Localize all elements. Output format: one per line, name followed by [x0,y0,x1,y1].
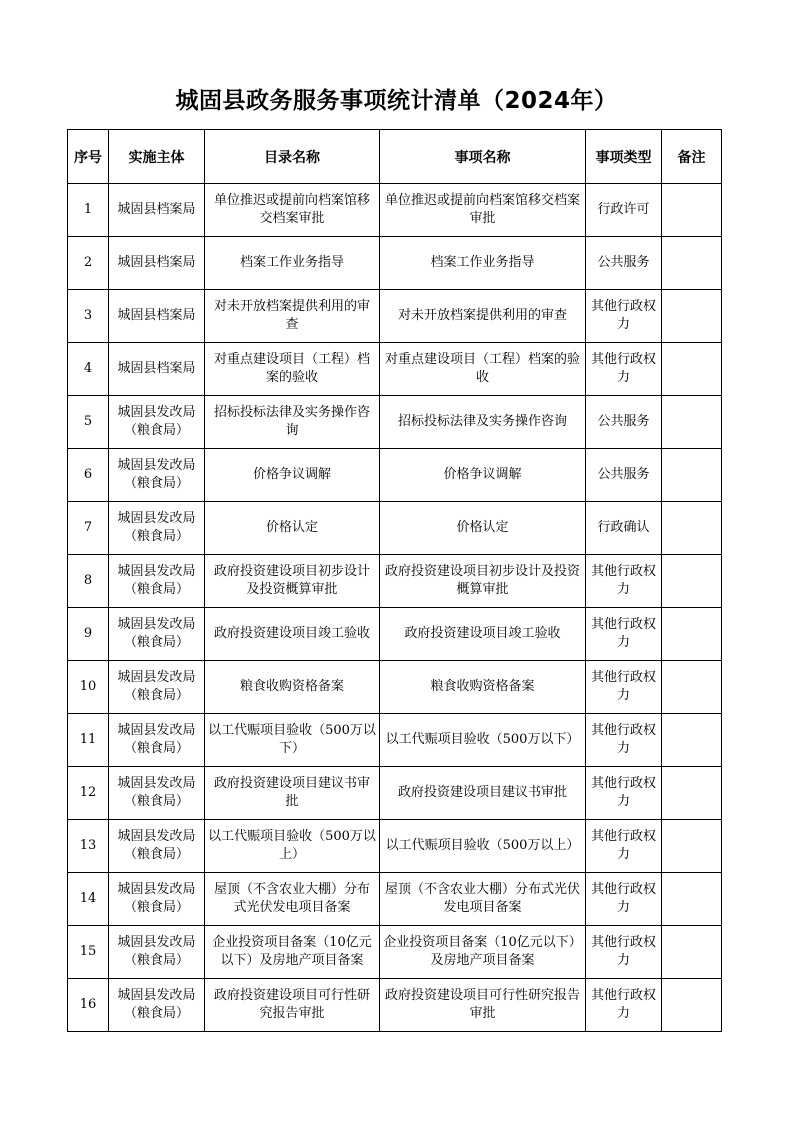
cell-seq: 5 [68,396,109,449]
cell-item-name: 以工代赈项目验收（500万以下） [380,714,586,767]
cell-catalog-name: 单位推迟或提前向档案馆移交档案审批 [205,184,380,237]
cell-remark [662,555,722,608]
cell-agency: 城固县发改局（粮食局） [109,926,205,979]
cell-item-type: 公共服务 [586,237,662,290]
cell-seq: 2 [68,237,109,290]
cell-remark [662,661,722,714]
cell-item-type: 公共服务 [586,449,662,502]
table-row [68,502,722,555]
cell-seq: 14 [68,873,109,926]
header-seq: 序号 [68,130,109,184]
cell-item-name: 单位推迟或提前向档案馆移交档案审批 [380,184,586,237]
table-row [68,237,722,290]
cell-agency: 城固县档案局 [109,290,205,343]
header-item-type: 事项类型 [586,130,662,184]
cell-item-name: 招标投标法律及实务操作咨询 [380,396,586,449]
cell-agency: 城固县档案局 [109,237,205,290]
cell-agency: 城固县发改局（粮食局） [109,873,205,926]
cell-item-name: 政府投资建设项目建议书审批 [380,767,586,820]
cell-agency: 城固县发改局（粮食局） [109,820,205,873]
cell-item-name: 档案工作业务指导 [380,237,586,290]
cell-item-type: 行政许可 [586,184,662,237]
cell-agency: 城固县发改局（粮食局） [109,714,205,767]
cell-item-name: 对重点建设项目（工程）档案的验收 [380,343,586,396]
cell-seq: 3 [68,290,109,343]
table-row [68,767,722,820]
table-row [68,661,722,714]
cell-remark [662,237,722,290]
cell-catalog-name [205,926,380,979]
header-agency: 实施主体 [109,130,205,184]
cell-item-name: 企业投资项目备案（10亿元以下）及房地产项目备案 [380,926,586,979]
cell-item-type: 公共服务 [586,396,662,449]
cell-remark [662,714,722,767]
cell-remark [662,184,722,237]
cell-agency: 城固县发改局（粮食局） [109,767,205,820]
cell-item-name: 对未开放档案提供利用的审查 [380,290,586,343]
header-item-name: 事项名称 [380,130,586,184]
cell-item-type: 其他行政权力 [586,873,662,926]
cell-item-name: 政府投资建设项目竣工验收 [380,608,586,661]
table-header-row [68,130,722,184]
cell-seq: 11 [68,714,109,767]
cell-catalog-name: 对未开放档案提供利用的审查 [205,290,380,343]
cell-agency: 城固县发改局（粮食局） [109,661,205,714]
cell-seq: 6 [68,449,109,502]
cell-item-name: 价格争议调解 [380,449,586,502]
cell-item-name: 屋顶（不含农业大棚）分布式光伏发电项目备案 [380,873,586,926]
cell-item-name: 以工代赈项目验收（500万以上） [380,820,586,873]
cell-catalog-name: 以工代赈项目验收（500万以上） [205,820,380,873]
cell-catalog-name: 政府投资建设项目竣工验收 [205,608,380,661]
cell-item-name: 粮食收购资格备案 [380,661,586,714]
cell-remark [662,396,722,449]
cell-remark [662,873,722,926]
cell-agency: 城固县发改局（粮食局） [109,555,205,608]
cell-seq: 4 [68,343,109,396]
cell-item-type: 其他行政权力 [586,767,662,820]
cell-seq: 9 [68,608,109,661]
table-row [68,820,722,873]
cell-agency: 城固县发改局（粮食局） [109,979,205,1032]
table-row [68,608,722,661]
cell-catalog-name: 档案工作业务指导 [205,237,380,290]
cell-remark [662,290,722,343]
cell-agency: 城固县发改局（粮食局） [109,449,205,502]
header-catalog-name: 目录名称 [205,130,380,184]
table-row [68,979,722,1032]
cell-agency: 城固县发改局（粮食局） [109,502,205,555]
table-row [68,184,722,237]
cell-seq: 1 [68,184,109,237]
table-row [68,449,722,502]
cell-seq: 10 [68,661,109,714]
header-remark: 备注 [662,130,722,184]
cell-remark [662,343,722,396]
cell-seq: 15 [68,926,109,979]
cell-item-type: 其他行政权力 [586,343,662,396]
cell-catalog-name: 以工代赈项目验收（500万以下） [205,714,380,767]
cell-catalog-name: 政府投资建设项目初步设计及投资概算审批 [205,555,380,608]
cell-catalog-name: 粮食收购资格备案 [205,661,380,714]
cell-seq: 16 [68,979,109,1032]
cell-agency: 城固县档案局 [109,184,205,237]
cell-seq: 12 [68,767,109,820]
cell-catalog-name-text: 企业投资项目备案（10亿元以下）及房地产项目备案 [212,935,372,968]
cell-catalog-name: 政府投资建设项目建议书审批 [205,767,380,820]
cell-remark [662,979,722,1032]
table-row [68,714,722,767]
cell-seq: 13 [68,820,109,873]
table-row [68,290,722,343]
cell-item-type: 其他行政权力 [586,714,662,767]
table-row [68,555,722,608]
cell-catalog-name: 价格认定 [205,502,380,555]
cell-item-type: 其他行政权力 [586,661,662,714]
cell-remark [662,767,722,820]
cell-catalog-name: 屋顶（不含农业大棚）分布式光伏发电项目备案 [205,873,380,926]
cell-catalog-name: 价格争议调解 [205,449,380,502]
cell-item-type: 其他行政权力 [586,290,662,343]
cell-item-type: 其他行政权力 [586,926,662,979]
cell-remark [662,502,722,555]
cell-item-name: 政府投资建设项目初步设计及投资概算审批 [380,555,586,608]
cell-seq: 7 [68,502,109,555]
cell-catalog-name: 政府投资建设项目可行性研究报告审批 [205,979,380,1032]
cell-agency: 城固县发改局（粮食局） [109,608,205,661]
cell-item-type: 其他行政权力 [586,979,662,1032]
table-row [68,343,722,396]
table-row [68,926,722,979]
cell-item-type: 其他行政权力 [586,555,662,608]
cell-item-type: 其他行政权力 [586,608,662,661]
service-items-table [67,129,722,1032]
table-row [68,396,722,449]
cell-remark [662,820,722,873]
cell-catalog-name: 招标投标法律及实务操作咨询 [205,396,380,449]
cell-agency: 城固县档案局 [109,343,205,396]
cell-catalog-name: 对重点建设项目（工程）档案的验收 [205,343,380,396]
cell-remark [662,449,722,502]
cell-item-name: 价格认定 [380,502,586,555]
cell-item-type: 行政确认 [586,502,662,555]
cell-item-type: 其他行政权力 [586,820,662,873]
page-title: 城固县政务服务事项统计清单（2024年） [175,88,618,114]
table-row [68,873,722,926]
cell-remark [662,926,722,979]
cell-seq: 8 [68,555,109,608]
cell-agency: 城固县发改局（粮食局） [109,396,205,449]
cell-remark [662,608,722,661]
cell-item-name: 政府投资建设项目可行性研究报告审批 [380,979,586,1032]
